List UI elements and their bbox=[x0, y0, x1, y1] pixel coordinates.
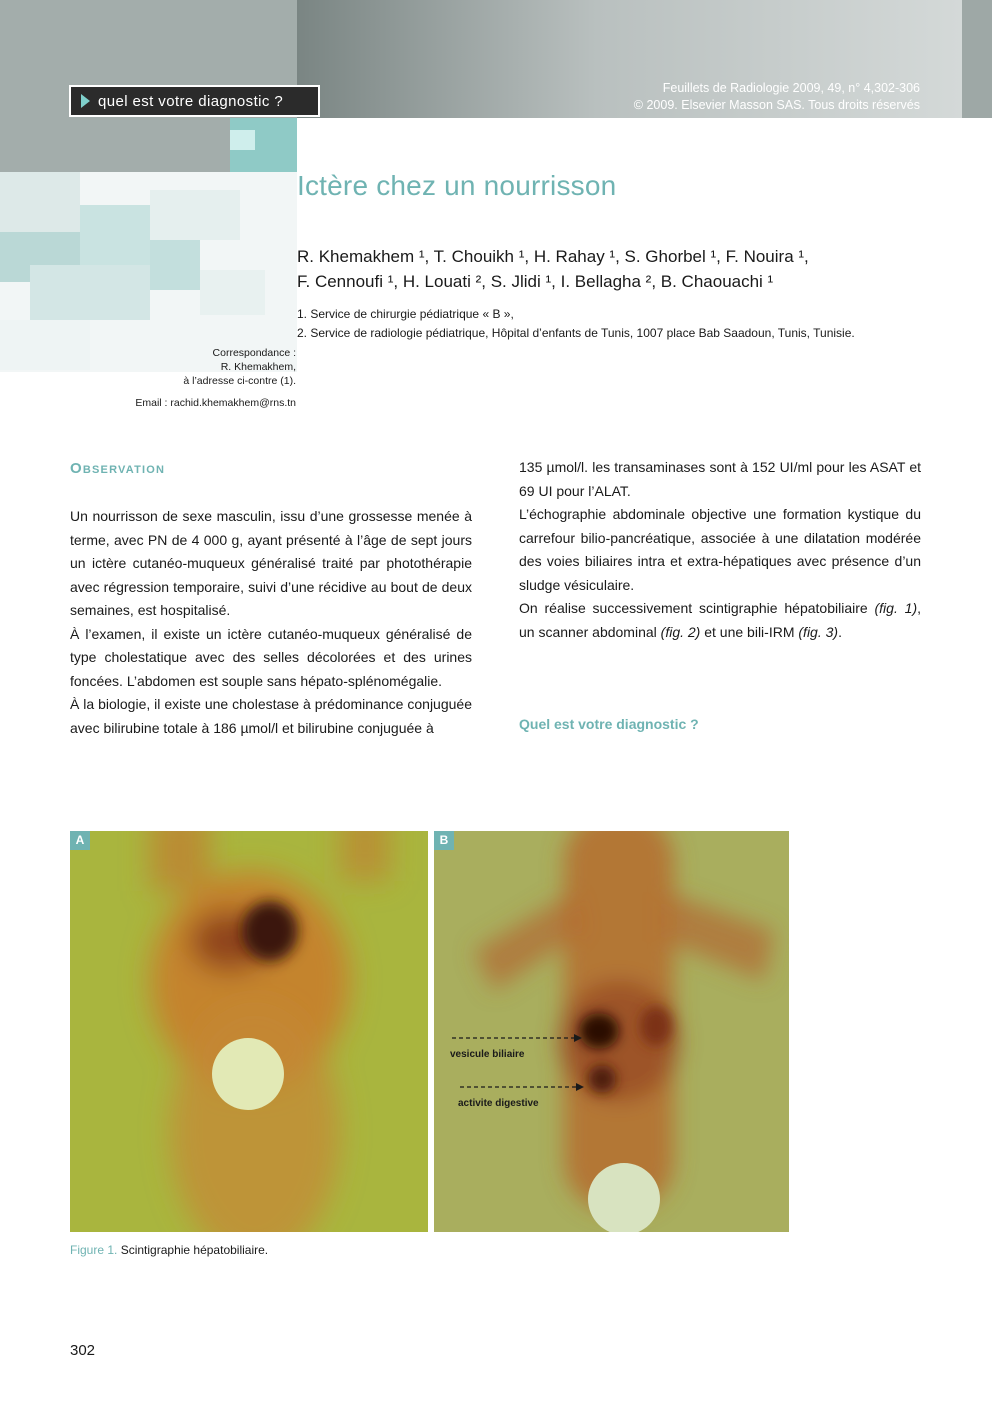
fig-ref-1: (fig. 1) bbox=[874, 600, 918, 616]
paragraph-4: 135 µmol/l. les transaminases sont à 152 UI/ml pour les ASAT et 69 UI pour l’ALAT. bbox=[519, 459, 921, 499]
panel-a-label: A bbox=[70, 831, 90, 850]
paragraph-2: À l’examen, il existe un ictère cutanéo-muqueux généralisé de type cholestatique avec des selles décolorées et des urines foncées. L’abdomen est souple sans hépato-splénomégalie. bbox=[70, 625, 472, 689]
journal-line-2: © 2009. Elsevier Masson SAS. Tous droits réservés bbox=[633, 98, 920, 112]
affiliation-1: 1. Service de chirurgie pédiatrique « B », bbox=[297, 307, 514, 321]
body-column-right bbox=[519, 456, 921, 644]
annotation-vesicule: vesicule biliaire bbox=[450, 1049, 525, 1060]
rubric-tag-label: quel est votre diagnostic ? bbox=[98, 92, 284, 110]
figure-caption bbox=[70, 1243, 268, 1257]
diagnostic-question: Quel est votre diagnostic ? bbox=[519, 716, 699, 732]
authors-line-2: F. Cennoufi ¹, H. Louati ², S. Jlidi ¹, I. Bellagha ², B. Chaouachi ¹ bbox=[297, 272, 774, 291]
body-column-left bbox=[70, 505, 472, 740]
journal-citation bbox=[634, 80, 920, 114]
article-title: Ictère chez un nourrisson bbox=[297, 170, 617, 201]
page-number: 302 bbox=[70, 1342, 96, 1359]
caption-label: Figure 1. bbox=[70, 1243, 118, 1257]
paragraph-6-part-b: , un scanner abdominal bbox=[519, 600, 921, 640]
scintigraphy-image-b bbox=[434, 831, 789, 1232]
affiliations bbox=[297, 305, 855, 343]
paragraph-1: Un nourrisson de sexe masculin, issu d’une grossesse menée à terme, avec PN de 4 000 g, ayant présenté à l’âge de sept jours un ictère cutanéo-muqueux généralisé traité par photothérapie avec régression temporaire, suivi d’une récidive au bout de deux semaines, est hospitalisé. bbox=[70, 508, 472, 618]
corr-line-2: R. Khemakhem, bbox=[220, 361, 296, 373]
paragraph-6-part-a: On réalise successivement scintigraphie hépatobiliaire bbox=[519, 600, 875, 616]
authors-line-1: R. Khemakhem ¹, T. Chouikh ¹, H. Rahay ¹, S. Ghorbel ¹, F. Nouira ¹, bbox=[297, 247, 809, 266]
paragraph-5: L’échographie abdominale objective une formation kystique du carrefour bilio-pancréatique, associée à une dilatation modérée des voies biliaires intra et extra-hépatiques avec présence d’un sludge vésiculaire. bbox=[519, 506, 921, 593]
corr-line-1: Correspondance : bbox=[212, 347, 296, 359]
rubric-tag bbox=[69, 85, 320, 117]
arrow-right-icon bbox=[81, 94, 90, 108]
paragraph-3: À la biologie, il existe une cholestase à prédominance conjuguée avec bilirubine totale à 186 µmol/l et bilirubine conjuguée à bbox=[70, 696, 472, 736]
fig-ref-3: (fig. 3) bbox=[798, 623, 839, 640]
scintigraphy-image-a bbox=[70, 831, 428, 1232]
corr-email: Email : rachid.khemakhem@rns.tn bbox=[135, 397, 296, 409]
correspondence bbox=[135, 346, 296, 410]
affiliation-2: 2. Service de radiologie pédiatrique, Hôpital d’enfants de Tunis, 1007 place Bab Saadoun, Tunis, Tunisie. bbox=[297, 326, 855, 340]
paragraph-6-part-c: et une bili-IRM bbox=[700, 623, 799, 640]
paragraph-6 bbox=[519, 597, 921, 644]
paragraph-6-part-d: . bbox=[838, 623, 842, 640]
corr-line-3: à l’adresse ci-contre (1). bbox=[183, 375, 296, 387]
header-band-edge bbox=[962, 0, 992, 118]
author-list bbox=[297, 244, 917, 294]
journal-line-1: Feuillets de Radiologie 2009, 49, n° 4,302-306 bbox=[662, 81, 920, 95]
section-heading-observation: Observation bbox=[70, 460, 166, 477]
caption-text: Scintigraphie hépatobiliaire. bbox=[120, 1243, 269, 1257]
annotation-activite: activite digestive bbox=[458, 1098, 539, 1109]
panel-b-label: B bbox=[434, 831, 454, 850]
fig-ref-2: (fig. 2) bbox=[660, 623, 701, 640]
